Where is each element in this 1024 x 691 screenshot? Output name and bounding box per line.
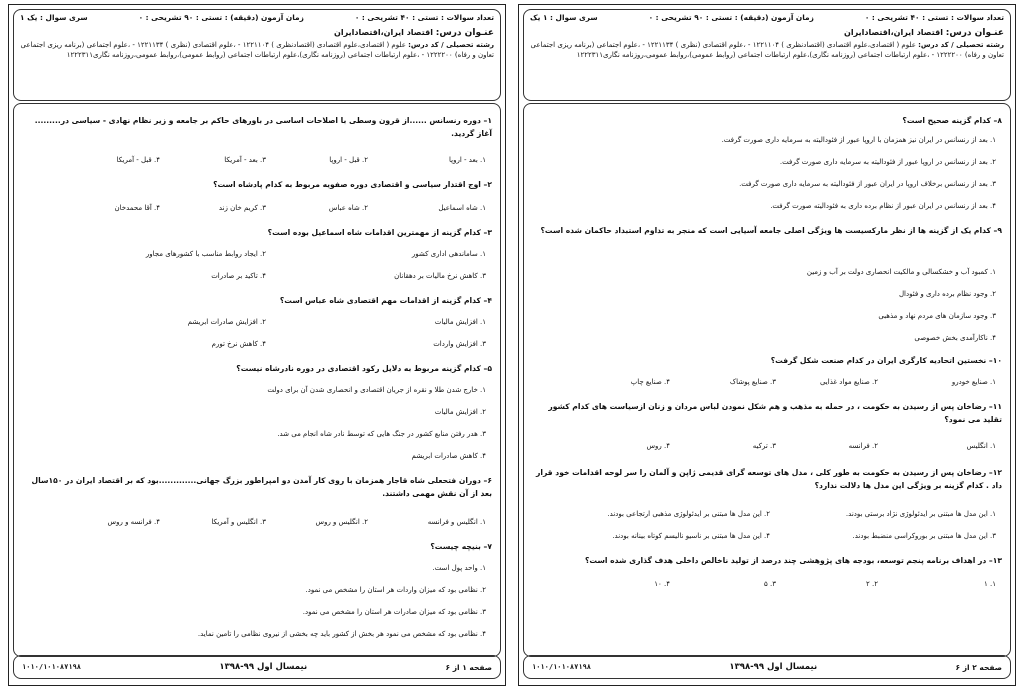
- answer-option[interactable]: ۴. کاهش نرخ تورم: [211, 340, 266, 348]
- answer-option[interactable]: ۳. هدر رفتن منابع کشور در جنگ هایی که توسط نادر شاه انجام می شد.: [277, 430, 486, 438]
- field-label: رشته تحصیلی / کد درس:: [408, 41, 494, 50]
- answer-option[interactable]: ۳. این مدل ها مبتنی بر بوروکراسی منضبط بودند.: [852, 532, 996, 540]
- answer-option[interactable]: ۳. نظامی بود که میزان صادرات هر استان را مشخص می نمود.: [302, 608, 486, 616]
- answer-option[interactable]: ۳. ۵: [764, 580, 776, 588]
- question-text: ۴– کدام گزینه از اقدامات مهم اقتصادی شاه عباس است؟: [279, 296, 492, 305]
- answer-option[interactable]: ۳. بعد از رنسانس برخلاف اروپا در ایران عبور از فئودالیته به سرمایه داری صورت گرفت.: [739, 180, 996, 188]
- field-text: علوم ( اقتصادی،علوم اقتصادی (اقتصادنظری ) ۱۲۲۱۱۰۴ - ،علوم اقتصادی (نظری ) ۱۲۲۱۱۳۴ - ،علوم اجتماعی (برنامه ریزی اجتماعی تعاون و رفاه) ۱۲۲۲۲۰۰ - ،علوم ارتباطات اجتماعی (روزنامه نگاری)،علوم ارتباطات اجتماعی (روابط عمومی)،روابط عمومی،روزنامه نگاری۱۲۲۲۳۱۱: [530, 41, 1004, 59]
- question-text: ۶– دوران فتحعلی شاه قاجار همزمان با روی کار آمدن دو امپراطور بزرگ جهانی.............بود که بر اقتصاد ایران در ۱۵۰سال بعد از آن نقش مهمی داشتند.: [31, 476, 492, 499]
- question-series: سری سوال : ۱ یک: [530, 13, 598, 22]
- question-text: ۸– کدام گزینه صحیح است؟: [902, 116, 1002, 125]
- field-row: [14, 39, 500, 60]
- course-title: اقتصاد ایران،اقتصادایران: [334, 27, 433, 37]
- answer-option[interactable]: ۳. انگلیس و آمریکا: [211, 518, 266, 526]
- answer-option[interactable]: ۴. این مدل ها مبتنی بر ناسیو نالیسم کوتاه بینانه بودند.: [612, 532, 770, 540]
- exam-page-2: [518, 4, 1016, 686]
- question-text: ۹– کدام یک از گزینه ها از نظر مارکسیست ها ویژگی اصلی جامعه آسیایی است که منجر به تداوم استبداد حاکمان شده است؟: [540, 226, 1002, 235]
- answer-option[interactable]: ۱. بعد از رنسانس در ایران نیز همزمان با اروپا عبور از فئودالیته به سرمایه داری صورت گرفت.: [721, 136, 996, 144]
- answer-option[interactable]: ۴. تاکید بر صادرات: [211, 272, 266, 280]
- answer-option[interactable]: ۱. کمبود آب و خشکسالی و مالکیت انحصاری دولت بر آب و زمین: [806, 268, 996, 276]
- answer-option[interactable]: ۲. فرانسه: [848, 442, 878, 450]
- answer-option[interactable]: ۲. افزایش مالیات: [434, 408, 486, 416]
- questions-count: تعداد سوالات : تستی : ۴۰ تشریحی : ۰: [864, 13, 1004, 22]
- answer-option[interactable]: ۱. انگلیس و فرانسه: [427, 518, 486, 526]
- exam-code: ۱۰۱۰/۱۰۱۰۸۷۱۹۸: [22, 663, 82, 671]
- answer-option[interactable]: ۲. ایجاد روابط مناسب با کشورهای مجاور: [145, 250, 266, 258]
- exam-code: ۱۰۱۰/۱۰۱۰۸۷۱۹۸: [532, 663, 592, 671]
- answer-option[interactable]: ۱. افزایش مالیات: [434, 318, 486, 326]
- answer-option[interactable]: ۱. صنایع خودرو: [951, 378, 996, 386]
- question-text: ۷– بنیچه چیست؟: [430, 542, 492, 551]
- field-label: رشته تحصیلی / کد درس:: [918, 41, 1004, 50]
- answer-option[interactable]: ۴. کاهش صادرات ابریشم: [411, 452, 486, 460]
- course-label: عنـوان درس:: [435, 27, 494, 38]
- questions-count: تعداد سوالات : تستی : ۴۰ تشریحی : ۰: [354, 13, 494, 22]
- answer-option[interactable]: ۴. قبل - آمریکا: [116, 156, 160, 164]
- answer-option[interactable]: ۲. انگلیس و روس: [315, 518, 368, 526]
- question-text: ۳– کدام گزینه از مهمترین اقدامات شاه اسماعیل بوده است؟: [267, 228, 492, 237]
- question-text: ۱۰– نخستین اتحادیه کارگری ایران در کدام صنعت شکل گرفت؟: [770, 356, 1002, 365]
- answer-option[interactable]: ۲. صنایع مواد غذایی: [819, 378, 878, 386]
- answer-option[interactable]: ۱. واحد پول است.: [432, 564, 486, 572]
- answer-option[interactable]: ۳. کریم خان زند: [218, 204, 266, 212]
- question-text: ۱– دوره رنسانس ......از قرون وسطی با اصلاحات اساسی در باورهای حاکم بر جامعه و زیر نظام نهادی - سیاسی در......... آغاز گردید.: [34, 116, 492, 139]
- field-text: علوم ( اقتصادی،علوم اقتصادی (اقتصادنظری ) ۱۲۲۱۱۰۴ - ،علوم اقتصادی (نظری ) ۱۲۲۱۱۳۴ - ،علوم اجتماعی (برنامه ریزی اجتماعی تعاون و رفاه) ۱۲۲۲۲۰۰ - ،علوم ارتباطات اجتماعی (روزنامه نگاری)،علوم ارتباطات اجتماعی (روابط عمومی)،روابط عمومی،روزنامه نگاری۱۲۲۲۳۱۱: [20, 41, 494, 59]
- questions-box: [13, 103, 501, 657]
- course-title-row: [524, 23, 1010, 39]
- answer-option[interactable]: ۳. بعد - آمریکا: [224, 156, 266, 164]
- answer-option[interactable]: ۲. این مدل ها مبتنی بر ایدئولوژی مذهبی ارتجاعی بودند.: [607, 510, 770, 518]
- question-text: ۱۲– رضاخان پس از رسیدن به حکومت به طور کلی ، مدل های توسعه گرای قدیمی ژاپن و آلمان را سر لوحه اقدامات خود قرار داد . کدام گزینه بر ویژگی این مدل ها دلالت ندارد؟: [535, 468, 1002, 491]
- question-text: ۲– اوج اقتدار سیاسی و اقتصادی دوره صفویه مربوط به کدام پادشاه است؟: [213, 180, 492, 189]
- answer-option[interactable]: ۱. انگلیس: [966, 442, 996, 450]
- exam-time: زمان آزمون (دقیقه) : تستی : ۹۰ تشریحی : ۰: [138, 13, 304, 22]
- answer-option[interactable]: ۴. نظامی بود که مشخص می نمود هر بخش از کشور باید چه بخشی از نیروی نظامی را تامین نماید.: [197, 630, 486, 638]
- answer-option[interactable]: ۳. وجود سازمان های مردم نهاد و مذهبی: [878, 312, 996, 320]
- answer-option[interactable]: ۴. بعد از رنسانس در ایران عبور از نظام برده داری به فئودالیته صورت گرفت.: [770, 202, 996, 210]
- answer-option[interactable]: ۴. فرانسه و روس: [107, 518, 160, 526]
- page-number: صفحه ۱ از ۶: [445, 662, 492, 672]
- exam-time: زمان آزمون (دقیقه) : تستی : ۹۰ تشریحی : ۰: [648, 13, 814, 22]
- answer-option[interactable]: ۱. ساماندهی اداری کشور: [411, 250, 486, 258]
- page-header: [523, 9, 1011, 101]
- exam-page-1: [8, 4, 506, 686]
- course-title: اقتصاد ایران،اقتصادایران: [844, 27, 943, 37]
- answer-option[interactable]: ۳. کاهش نرخ مالیات بر دهقانان: [394, 272, 486, 280]
- semester-label: نیمسال اول ۹۹-۱۳۹۸: [729, 662, 818, 672]
- answer-option[interactable]: ۳. افزایش واردات: [433, 340, 486, 348]
- answer-option[interactable]: ۲. شاه عباس: [328, 204, 368, 212]
- field-row: [524, 39, 1010, 60]
- question-text: ۱۱– رضاخان پس از رسیدن به حکومت ، در حمله به مذهب و هم شکل نمودن لباس مردان و زنان ازسیاست های کدام کشور تقلید می نمود؟: [548, 402, 1002, 425]
- page-footer: [523, 655, 1011, 679]
- answer-option[interactable]: ۱. این مدل ها مبتنی بر ایدئولوژی نژاد برستی بودند.: [845, 510, 996, 518]
- answer-option[interactable]: ۴. ناکارآمدی بخش خصوصی: [914, 334, 996, 342]
- answer-option[interactable]: ۴. ۱۰: [654, 580, 670, 588]
- answer-option[interactable]: ۲. ۲: [866, 580, 878, 588]
- answer-option[interactable]: ۲. افزایش صادرات ابریشم: [187, 318, 266, 326]
- page-number: صفحه ۲ از ۶: [955, 662, 1002, 672]
- answer-option[interactable]: ۴. آقا محمدخان: [114, 204, 160, 212]
- page-footer: [13, 655, 501, 679]
- answer-option[interactable]: ۱. بعد - اروپا: [449, 156, 486, 164]
- question-text: ۱۳– در اهداف برنامه پنجم توسعه، بودجه های پژوهشی چند درصد از تولید ناخالص داخلی هدف گذاری شده است؟: [585, 556, 1002, 565]
- answer-option[interactable]: ۳. ترکیه: [752, 442, 776, 450]
- answer-option[interactable]: ۱. خارج شدن طلا و نقره از جریان اقتصادی و انحصاری شدن آن برای دولت: [267, 386, 486, 394]
- question-text: ۵– کدام گزینه مربوط به دلایل رکود اقتصادی در دوره نادرشاه نیست؟: [236, 364, 492, 373]
- answer-option[interactable]: ۲. نظامی بود که میزان واردات هر استان را مشخص می نمود.: [305, 586, 486, 594]
- answer-option[interactable]: ۲. بعد از رنسانس در اروپا عبور از فئودالیته به سرمایه داری صورت گرفت.: [779, 158, 996, 166]
- question-series: سری سوال : یک ۱: [20, 13, 88, 22]
- answer-option[interactable]: ۴. صنایع چاپ: [630, 378, 670, 386]
- answer-option[interactable]: ۲. وجود نظام برده داری و فئودال: [898, 290, 996, 298]
- page-header: [13, 9, 501, 101]
- answer-option[interactable]: ۴. روس: [646, 442, 670, 450]
- answer-option[interactable]: ۳. صنایع پوشاک: [729, 378, 776, 386]
- course-title-row: [14, 23, 500, 39]
- answer-option[interactable]: ۱. شاه اسماعیل: [438, 204, 486, 212]
- answer-option[interactable]: ۱. ۱: [984, 580, 996, 588]
- questions-box: [523, 103, 1011, 657]
- semester-label: نیمسال اول ۹۹-۱۳۹۸: [219, 662, 308, 672]
- answer-option[interactable]: ۲. قبل - اروپا: [329, 156, 368, 164]
- course-label: عنـوان درس:: [945, 27, 1004, 38]
